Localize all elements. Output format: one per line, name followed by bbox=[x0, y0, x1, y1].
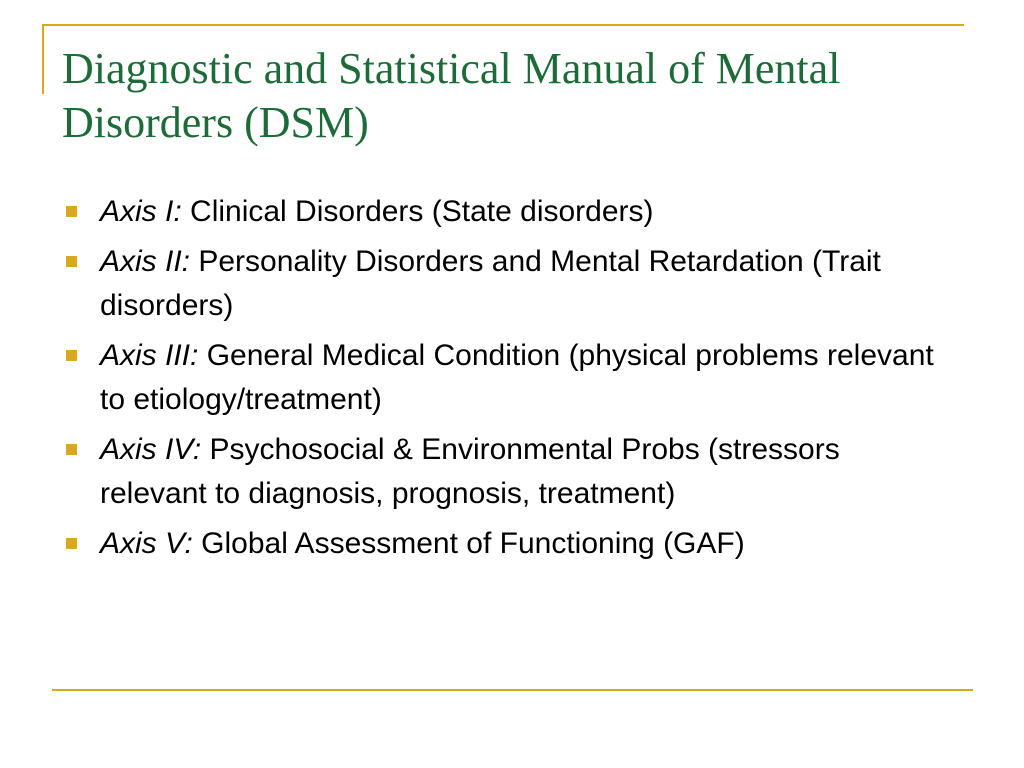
bullet-item-axis-1 bbox=[62, 190, 942, 234]
frame-bottom-rule bbox=[52, 689, 973, 691]
bullet-label: Axis II: bbox=[100, 245, 191, 278]
slide-title: Diagnostic and Statistical Manual of Mental Disorders (DSM) bbox=[62, 44, 841, 147]
square-bullet-icon bbox=[66, 538, 77, 549]
bullet-text: General Medical Condition (physical problems relevant to etiology/treatment) bbox=[100, 339, 934, 416]
square-bullet-icon bbox=[66, 256, 77, 267]
bullet-item-axis-3 bbox=[62, 334, 942, 422]
square-bullet-icon bbox=[66, 350, 77, 361]
bullet-list bbox=[62, 190, 942, 572]
bullet-item-axis-5 bbox=[62, 522, 942, 566]
bullet-text: Personality Disorders and Mental Retardation (Trait disorders) bbox=[100, 245, 881, 322]
bullet-item-axis-2 bbox=[62, 240, 942, 328]
bullet-label: Axis IV: bbox=[100, 433, 202, 466]
bullet-label: Axis III: bbox=[100, 339, 199, 372]
bullet-item-axis-4 bbox=[62, 428, 942, 516]
bullet-text: Psychosocial & Environmental Probs (stressors relevant to diagnosis, prognosis, treatment) bbox=[100, 433, 840, 510]
bullet-text: Clinical Disorders (State disorders) bbox=[190, 195, 654, 228]
bullet-label: Axis I: bbox=[100, 195, 182, 228]
square-bullet-icon bbox=[66, 444, 77, 455]
square-bullet-icon bbox=[66, 206, 77, 217]
bullet-text: Global Assessment of Functioning (GAF) bbox=[201, 527, 745, 560]
frame-top-rule bbox=[42, 24, 964, 26]
bullet-label: Axis V: bbox=[100, 527, 193, 560]
frame-left-rule bbox=[42, 24, 44, 94]
